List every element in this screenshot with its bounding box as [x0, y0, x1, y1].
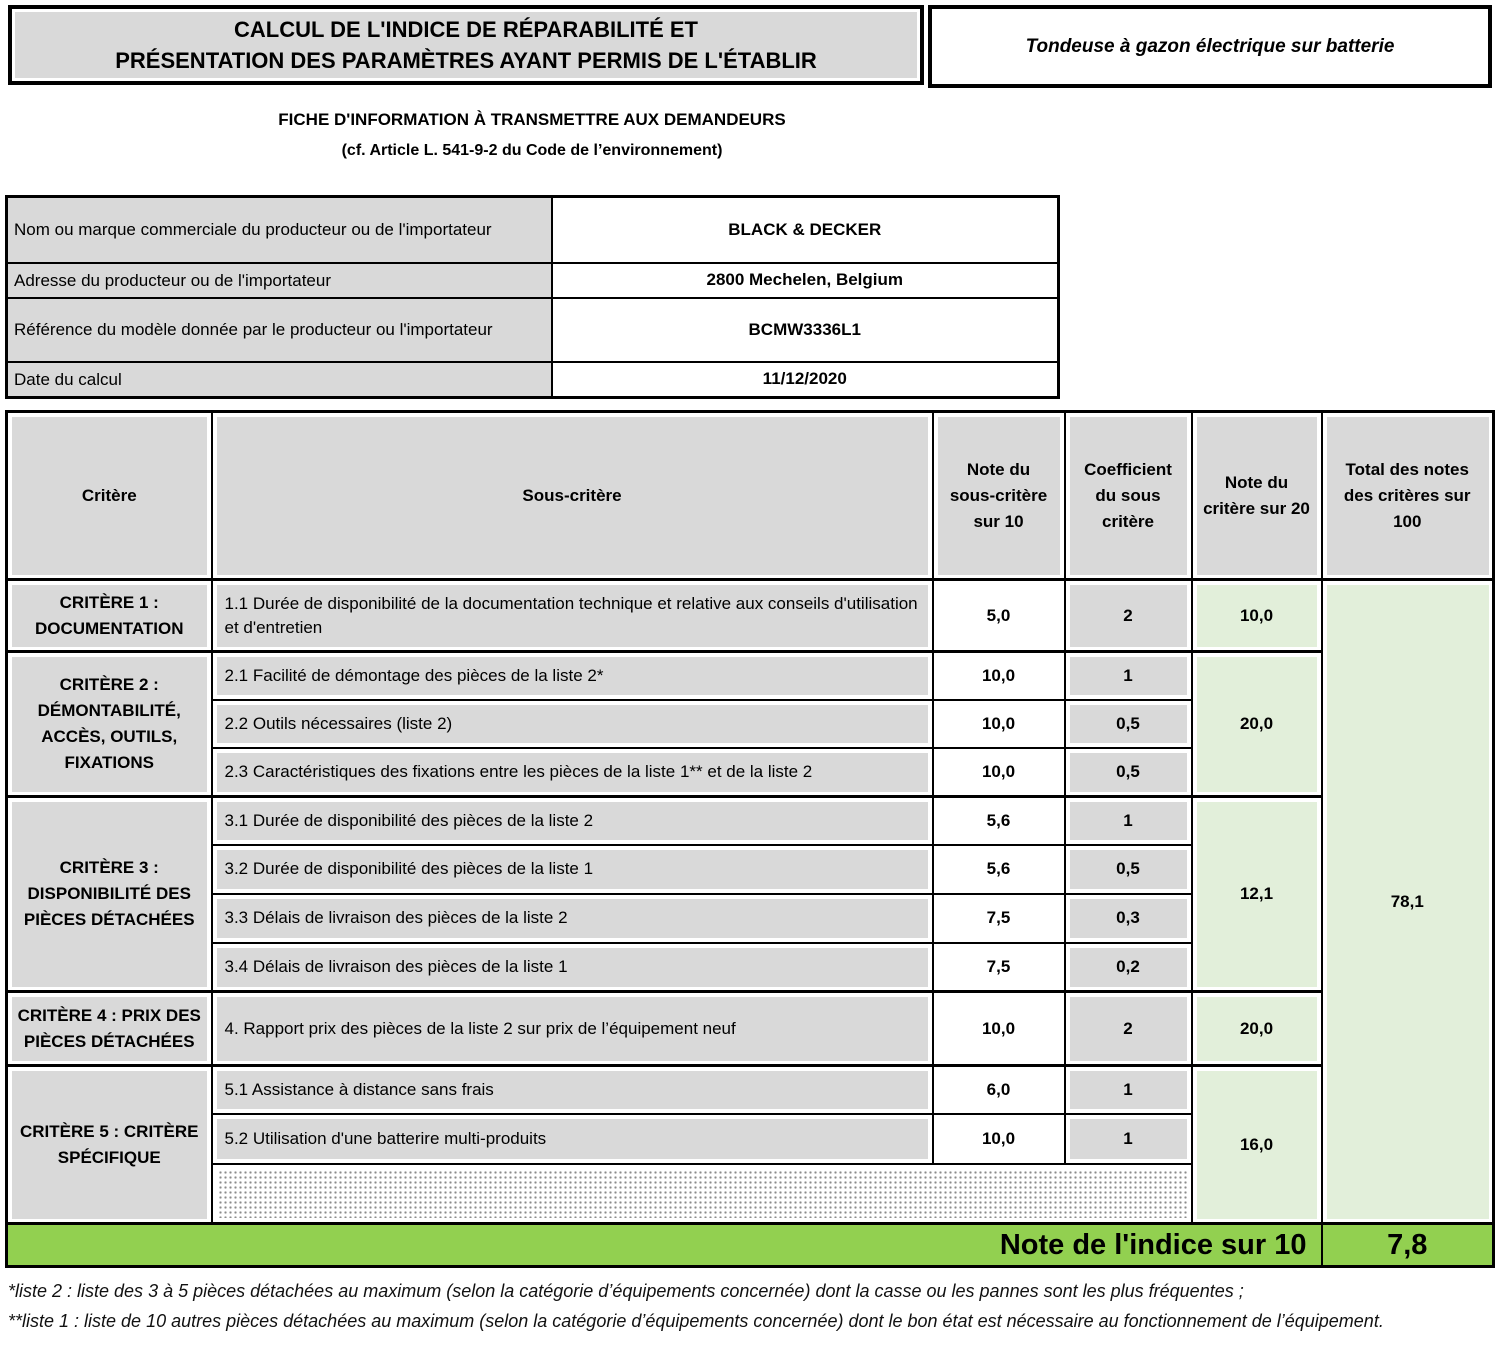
coef-3-4: 0,2	[1065, 943, 1192, 992]
subcriterion-2-3: 2.3 Caractéristiques des fixations entre les pièces de la liste 1** et de la liste 2	[212, 748, 933, 797]
coef-4-1: 2	[1065, 992, 1192, 1066]
document-title-line2: PRÉSENTATION DES PARAMÈTRES AYANT PERMIS DE L'ÉTABLIR	[115, 48, 817, 73]
document-title	[8, 5, 924, 85]
criterion-2-label: CRITÈRE 2 : DÉMONTABILITÉ, ACCÈS, OUTILS, FIXATIONS	[7, 652, 212, 797]
footnote-liste1: **liste 1 : liste de 10 autres pièces détachées au maximum (selon la catégorie d’équipements concernée) dont le bon état est nécessaire au fonctionnement de l’équipement.	[8, 1311, 1384, 1331]
table-row	[7, 992, 1494, 1066]
table-row	[7, 797, 1494, 845]
calc-date-label: Date du calcul	[7, 362, 552, 398]
criteria-table	[5, 410, 1495, 1268]
final-score-row	[7, 1224, 1494, 1267]
table-row	[7, 197, 1059, 263]
producer-name-value: BLACK & DECKER	[552, 197, 1059, 263]
header-note-critere: Note du critère sur 20	[1192, 412, 1322, 580]
subcriterion-4-1: 4. Rapport prix des pièces de la liste 2 sur prix de l’équipement neuf	[212, 992, 933, 1066]
header-note-sous-critere: Note du sous-critère sur 10	[933, 412, 1065, 580]
score10-5-2: 10,0	[933, 1114, 1065, 1164]
score20-criterion-1: 10,0	[1192, 580, 1322, 652]
criterion-4-label: CRITÈRE 4 : PRIX DES PIÈCES DÉTACHÉES	[7, 992, 212, 1066]
coef-5-2: 1	[1065, 1114, 1192, 1164]
score10-3-3: 7,5	[933, 894, 1065, 943]
criterion-3-label: CRITÈRE 3 : DISPONIBILITÉ DES PIÈCES DÉTACHÉES	[7, 797, 212, 992]
footnote-liste2: *liste 2 : liste des 3 à 5 pièces détachées au maximum (selon la catégorie d’équipements concernée) dont la casse ou les pannes sont les plus fréquentes ;	[8, 1281, 1244, 1301]
product-category-box	[928, 5, 1492, 88]
subcriterion-5-1: 5.1 Assistance à distance sans frais	[212, 1066, 933, 1114]
final-score-value: 7,8	[1322, 1224, 1494, 1267]
subtitle-line1: FICHE D'INFORMATION À TRANSMETTRE AUX DEMANDEURS	[278, 110, 786, 129]
coef-2-2: 0,5	[1065, 700, 1192, 748]
coef-3-3: 0,3	[1065, 894, 1192, 943]
subcriterion-3-2: 3.2 Durée de disponibilité des pièces de la liste 1	[212, 845, 933, 894]
model-reference-value: BCMW3336L1	[552, 298, 1059, 362]
score10-4-1: 10,0	[933, 992, 1065, 1066]
criterion-5-label: CRITÈRE 5 : CRITÈRE SPÉCIFIQUE	[7, 1066, 212, 1224]
table-row	[7, 298, 1059, 362]
subcriterion-3-1: 3.1 Durée de disponibilité des pièces de la liste 2	[212, 797, 933, 845]
subcriterion-2-1: 2.1 Facilité de démontage des pièces de la liste 2*	[212, 652, 933, 700]
table-row	[7, 362, 1059, 398]
table-row	[7, 1066, 1494, 1114]
score10-3-4: 7,5	[933, 943, 1065, 992]
empty-hatched-cell	[212, 1164, 1192, 1224]
document-title-line1: CALCUL DE L'INDICE DE RÉPARABILITÉ ET	[234, 17, 698, 42]
coef-2-1: 1	[1065, 652, 1192, 700]
subcriterion-3-4: 3.4 Délais de livraison des pièces de la liste 1	[212, 943, 933, 992]
score10-3-2: 5,6	[933, 845, 1065, 894]
table-row	[7, 580, 1494, 652]
header-critere: Critère	[7, 412, 212, 580]
header-sous-critere: Sous-critère	[212, 412, 933, 580]
criteria-header-row	[7, 412, 1494, 580]
producer-address-value: 2800 Mechelen, Belgium	[552, 263, 1059, 298]
score10-1-1: 5,0	[933, 580, 1065, 652]
score20-criterion-3: 12,1	[1192, 797, 1322, 992]
score10-5-1: 6,0	[933, 1066, 1065, 1114]
producer-name-label: Nom ou marque commerciale du producteur ou de l'importateur	[7, 197, 552, 263]
subcriterion-1-1: 1.1 Durée de disponibilité de la documentation technique et relative aux conseils d'utilisation et d'entretien	[212, 580, 933, 652]
final-score-label: Note de l'indice sur 10	[7, 1224, 1322, 1267]
score20-criterion-2: 20,0	[1192, 652, 1322, 797]
score20-criterion-5: 16,0	[1192, 1066, 1322, 1224]
score10-2-2: 10,0	[933, 700, 1065, 748]
score10-3-1: 5,6	[933, 797, 1065, 845]
header-total: Total des notes des critères sur 100	[1322, 412, 1494, 580]
subcriterion-2-2: 2.2 Outils nécessaires (liste 2)	[212, 700, 933, 748]
subtitle-line2: (cf. Article L. 541-9-2 du Code de l’environnement)	[341, 142, 723, 159]
calc-date-value: 11/12/2020	[552, 362, 1059, 398]
coef-3-1: 1	[1065, 797, 1192, 845]
coef-3-2: 0,5	[1065, 845, 1192, 894]
score10-2-3: 10,0	[933, 748, 1065, 797]
coef-5-1: 1	[1065, 1066, 1192, 1114]
subcriterion-5-2: 5.2 Utilisation d'une batterire multi-produits	[212, 1114, 933, 1164]
document-subtitle	[0, 110, 1064, 160]
table-row	[7, 652, 1494, 700]
subcriterion-3-3: 3.3 Délais de livraison des pièces de la liste 2	[212, 894, 933, 943]
producer-address-label: Adresse du producteur ou de l'importateur	[7, 263, 552, 298]
coef-2-3: 0,5	[1065, 748, 1192, 797]
coef-1-1: 2	[1065, 580, 1192, 652]
criterion-1-label: CRITÈRE 1 : DOCUMENTATION	[7, 580, 212, 652]
table-row	[7, 263, 1059, 298]
header-coefficient: Coefficient du sous critère	[1065, 412, 1192, 580]
total-score-100: 78,1	[1322, 580, 1494, 1224]
score10-2-1: 10,0	[933, 652, 1065, 700]
producer-info-table	[5, 195, 1060, 399]
score20-criterion-4: 20,0	[1192, 992, 1322, 1066]
footnotes	[8, 1276, 1468, 1336]
model-reference-label: Référence du modèle donnée par le producteur ou l'importateur	[7, 298, 552, 362]
product-category-label: Tondeuse à gazon électrique sur batterie	[1025, 35, 1395, 57]
